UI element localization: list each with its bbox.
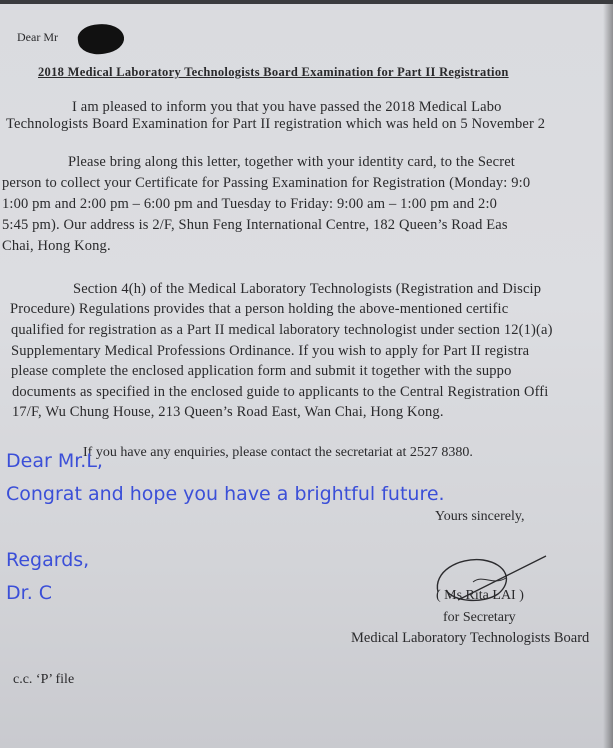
annotation-message: Congrat and hope you have a brightful future. [6, 483, 445, 505]
cc-line: c.c. ‘P’ file [13, 672, 75, 687]
paragraph3-line: documents as specified in the enclosed guide to applicants to the Central Registration Offi [12, 384, 549, 400]
paragraph2-line: 5:45 pm). Our address is 2/F, Shun Feng International Centre, 182 Queen’s Road Eas [2, 217, 508, 233]
letter-page [0, 4, 613, 748]
annotation-greeting: Dear Mr.L, [6, 450, 103, 472]
salutation: Dear Mr [17, 30, 58, 44]
paragraph3-line: Procedure) Regulations provides that a person holding the above-mentioned certific [10, 301, 509, 317]
paragraph1-line: Technologists Board Examination for Part II registration which was held on 5 November 2 [6, 116, 546, 132]
letter-title: 2018 Medical Laboratory Technologists Board Examination for Part II Registration [38, 65, 509, 79]
paragraph3-line: 17/F, Wu Chung House, 213 Queen’s Road East, Wan Chai, Hong Kong. [12, 404, 444, 420]
paragraph2-line: person to collect your Certificate for Passing Examination for Registration (Monday: 9:0 [2, 175, 531, 191]
paragraph3-line: qualified for registration as a Part II medical laboratory technologist under section 12(1)(a) [11, 322, 553, 338]
redaction-mark [76, 21, 126, 57]
closing: Yours sincerely, [435, 509, 525, 524]
signer-organization: Medical Laboratory Technologists Board [351, 630, 590, 646]
signer-role: for Secretary [443, 610, 516, 625]
annotation-regards: Regards, [6, 549, 90, 571]
signer-name: ( Ms Rita LAI ) [436, 588, 524, 603]
paragraph1-line: I am pleased to inform you that you have passed the 2018 Medical Labo [72, 99, 502, 115]
paragraph3-line: Section 4(h) of the Medical Laboratory Technologists (Registration and Discip [73, 281, 542, 297]
page-edge-shadow [603, 4, 613, 748]
paragraph3-line: Supplementary Medical Professions Ordinance. If you wish to apply for Part II registra [11, 343, 530, 359]
annotation-signoff: Dr. C [6, 582, 53, 604]
paragraph2-line: Chai, Hong Kong. [2, 238, 111, 254]
paragraph3-line: please complete the enclosed application form and submit it together with the suppo [11, 363, 512, 379]
enquiries-line: If you have any enquiries, please contact the secretariat at 2527 8380. [83, 445, 473, 460]
paragraph2-line: Please bring along this letter, together with your identity card, to the Secret [68, 154, 515, 170]
paragraph2-line: 1:00 pm and 2:00 pm – 6:00 pm and Tuesday to Friday: 9:00 am – 1:00 pm and 2:0 [2, 196, 498, 212]
